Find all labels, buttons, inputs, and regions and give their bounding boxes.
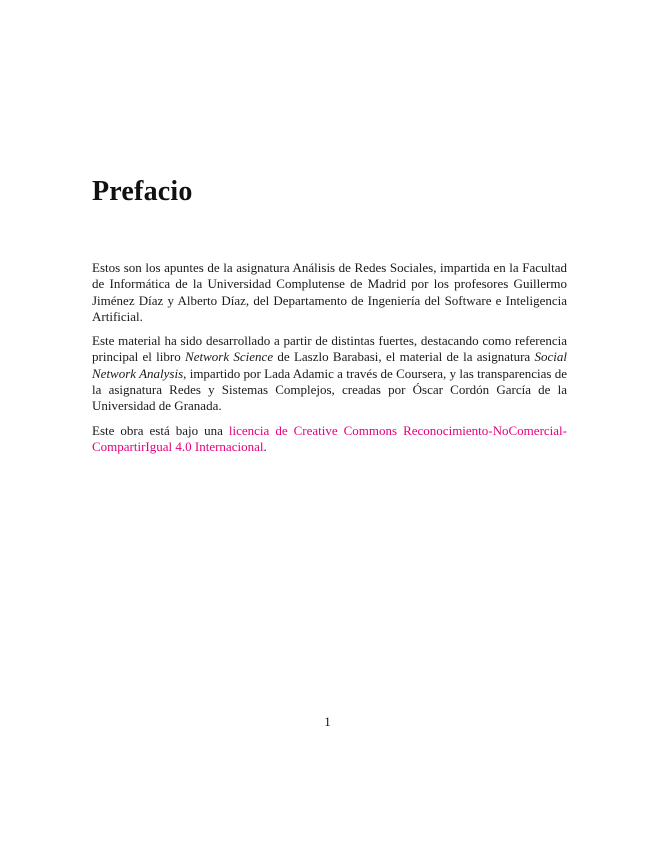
book-title: Network Science	[185, 349, 274, 365]
paragraph-sources-text-2: de Laszlo Barabasi, el material de la asignatura	[273, 349, 535, 365]
paragraph-license	[92, 423, 567, 456]
preface-body	[92, 260, 567, 463]
paragraph-sources	[92, 333, 567, 414]
license-link[interactable]: licencia de Creative Commons Reconocimiento-NoComercial-CompartirIgual 4.0 Internacional	[92, 422, 567, 454]
chapter-title: Prefacio	[92, 176, 193, 207]
paragraph-sources-text-3: , impartido por Lada Adamic a través de Coursera, y las transparencias de la asignatura Redes y Sistemas Complejos, creadas por Óscar Cordón García de la Universidad de Granada.	[92, 365, 567, 414]
paragraph-sources-text-1: Este material ha sido desarrollado a partir de distintas fuertes, destacando como referencia principal el libro	[92, 333, 567, 365]
paragraph-authors: Estos son los apuntes de la asignatura Análisis de Redes Sociales, impartida en la Facultad de Informática de la Universidad Complutense de Madrid por los profesores Guillermo Jiménez Díaz y Alberto Díaz, del Departamento de Ingeniería del Software e Inteligencia Artificial.	[92, 260, 567, 324]
license-prefix: Este obra está bajo una	[92, 422, 229, 438]
course-title: Social Network Analysis	[92, 349, 567, 381]
page-number: 1	[324, 714, 331, 729]
license-suffix: .	[263, 438, 267, 454]
